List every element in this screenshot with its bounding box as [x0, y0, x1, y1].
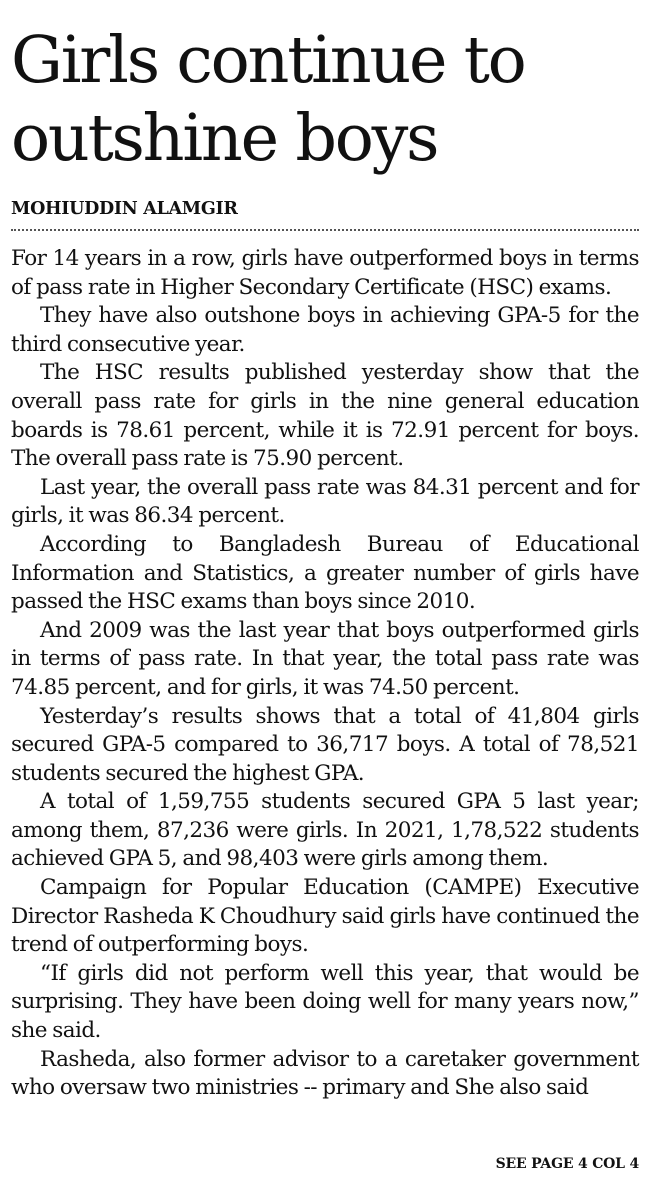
continuation-jump-line: SEE PAGE 4 COL 4	[495, 1156, 639, 1172]
paragraph: “If girls did not perform well this year, that would be surprising. They have been doing well for many years now,” she said.	[11, 960, 639, 1044]
byline: MOHIUDDIN ALAMGIR	[11, 199, 238, 219]
paragraph: Campaign for Popular Education (CAMPE) Executive Director Rasheda K Choudhury said girls have continued the trend of outperforming boys.	[11, 875, 639, 958]
headline: Girls continue to outshine boys	[11, 23, 525, 176]
news-article	[11, 0, 639, 1103]
paragraph: According to Bangladesh Bureau of Educational Information and Statistics, a greater number of girls have passed the HSC exams than boys since 2010.	[11, 531, 639, 615]
paragraph: For 14 years in a row, girls have outperformed boys in terms of pass rate in Higher Secondary Certificate (HSC) exams.	[11, 246, 639, 300]
paragraph: Last year, the overall pass rate was 84.31 percent and for girls, it was 86.34 percent.	[11, 474, 639, 529]
paragraph: A total of 1,59,755 students secured GPA 5 last year; among them, 87,236 were girls. In 2021, 1,78,522 students achieved GPA 5, and 98,403 were girls among them.	[11, 789, 639, 872]
article-body	[11, 245, 639, 1103]
paragraph: The HSC results published yesterday show that the overall pass rate for girls in the nine general education boards is 78.61 percent, while it is 72.91 percent for boys. The overall pass rate is 75.90 percent.	[11, 360, 639, 472]
paragraph: Rasheda, also former advisor to a caretaker government who oversaw two ministries -- primary and She also said	[11, 1046, 639, 1101]
paragraph: Yesterday’s results shows that a total of 41,804 girls secured GPA-5 compared to 36,717 boys. A total of 78,521 students secured the highest GPA.	[11, 703, 639, 786]
paragraph: And 2009 was the last year that boys outperformed girls in terms of pass rate. In that year, the total pass rate was 74.85 percent, and for girls, it was 74.50 percent.	[11, 617, 639, 700]
paragraph: They have also outshone boys in achieving GPA-5 for the third consecutive year.	[11, 303, 639, 357]
dotted-divider	[11, 229, 639, 231]
